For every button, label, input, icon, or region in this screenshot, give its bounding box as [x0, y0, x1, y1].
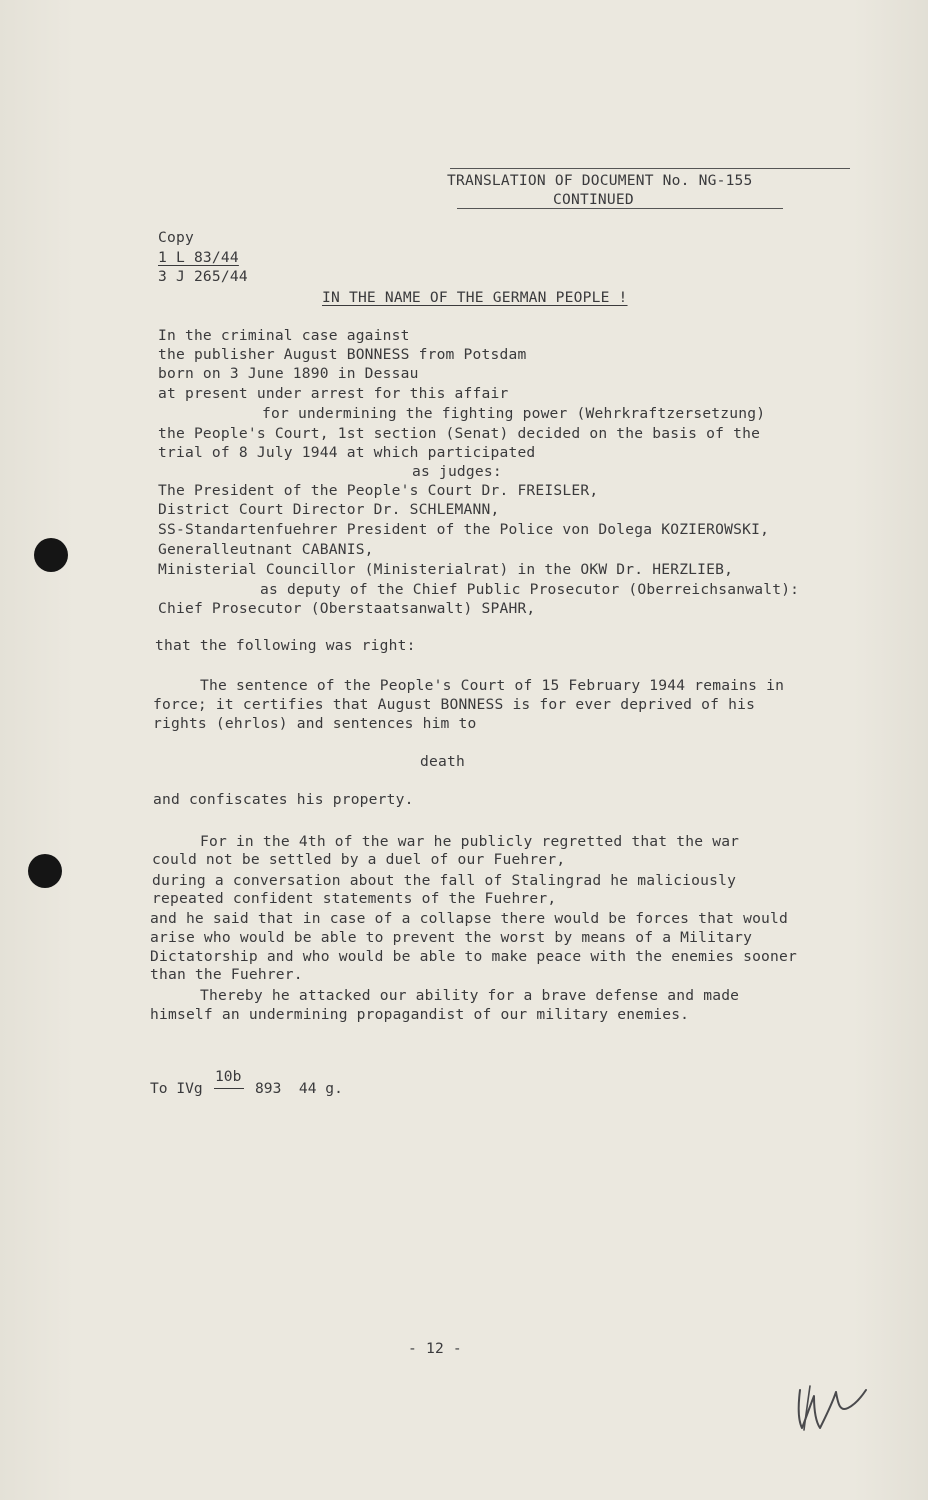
body-line: the publisher August BONNESS from Potsdam	[158, 346, 527, 363]
header-title: TRANSLATION OF DOCUMENT No. NG-155	[447, 172, 753, 189]
body-line: Dictatorship and who would be able to make peace with the enemies sooner	[150, 948, 798, 965]
file-ref-suffix: 893 44 g.	[255, 1080, 343, 1097]
body-line: rights (ehrlos) and sentences him to	[153, 715, 477, 732]
copy-label: Copy	[158, 229, 194, 246]
body-line: born on 3 June 1890 in Dessau	[158, 365, 419, 382]
verdict-word: death	[420, 753, 465, 770]
file-reference	[150, 1068, 370, 1108]
header-continued: CONTINUED	[553, 191, 634, 208]
body-line: The sentence of the People's Court of 15 February 1944 remains in	[200, 677, 785, 694]
body-line: during a conversation about the fall of Stalingrad he maliciously	[152, 872, 737, 889]
body-line: himself an undermining propagandist of our military enemies.	[150, 1006, 690, 1023]
body-line: Chief Prosecutor (Oberstaatsanwalt) SPAHR,	[158, 600, 536, 617]
handwritten-initials	[792, 1378, 872, 1438]
file-ref-prefix: To IVg	[150, 1080, 203, 1097]
body-line: trial of 8 July 1944 at which participated	[158, 444, 536, 461]
case-ref-1: 1 L 83/44	[158, 249, 239, 266]
body-line: as deputy of the Chief Public Prosecutor (Oberreichsanwalt):	[260, 581, 800, 598]
file-ref-numerator: 10b	[215, 1068, 242, 1085]
body-line: force; it certifies that August BONNESS is for ever deprived of his	[153, 696, 756, 713]
document-heading: IN THE NAME OF THE GERMAN PEOPLE !	[322, 289, 628, 306]
body-line: Generalleutnant CABANIS,	[158, 541, 374, 558]
body-line: that the following was right:	[155, 637, 416, 654]
body-line: and confiscates his property.	[153, 791, 414, 808]
body-line: The President of the People's Court Dr. FREISLER,	[158, 482, 599, 499]
punch-hole-lower	[28, 854, 62, 888]
body-line: Thereby he attacked our ability for a brave defense and made	[200, 987, 740, 1004]
case-ref-2: 3 J 265/44	[158, 268, 248, 285]
file-ref-fraction-bar	[214, 1088, 244, 1089]
header-bottom-rule	[457, 208, 783, 209]
page-number: - 12 -	[408, 1340, 462, 1357]
body-line: for undermining the fighting power (Wehrkraftzersetzung)	[262, 405, 766, 422]
body-line: and he said that in case of a collapse there would be forces that would	[150, 910, 789, 927]
body-line: could not be settled by a duel of our Fuehrer,	[152, 851, 566, 868]
body-line: In the criminal case against	[158, 327, 410, 344]
body-line: the People's Court, 1st section (Senat) decided on the basis of the	[158, 425, 761, 442]
body-line: District Court Director Dr. SCHLEMANN,	[158, 501, 500, 518]
body-line: repeated confident statements of the Fuehrer,	[152, 890, 557, 907]
body-line: than the Fuehrer.	[150, 966, 303, 983]
body-line: arise who would be able to prevent the worst by means of a Military	[150, 929, 753, 946]
body-line: SS-Standartenfuehrer President of the Police von Dolega KOZIEROWSKI,	[158, 521, 770, 538]
body-line: For in the 4th of the war he publicly regretted that the war	[200, 833, 740, 850]
header-top-rule	[450, 168, 850, 169]
body-line: as judges:	[412, 463, 502, 480]
punch-hole-upper	[34, 538, 68, 572]
body-line: Ministerial Councillor (Ministerialrat) in the OKW Dr. HERZLIEB,	[158, 561, 734, 578]
body-line: at present under arrest for this affair	[158, 385, 509, 402]
